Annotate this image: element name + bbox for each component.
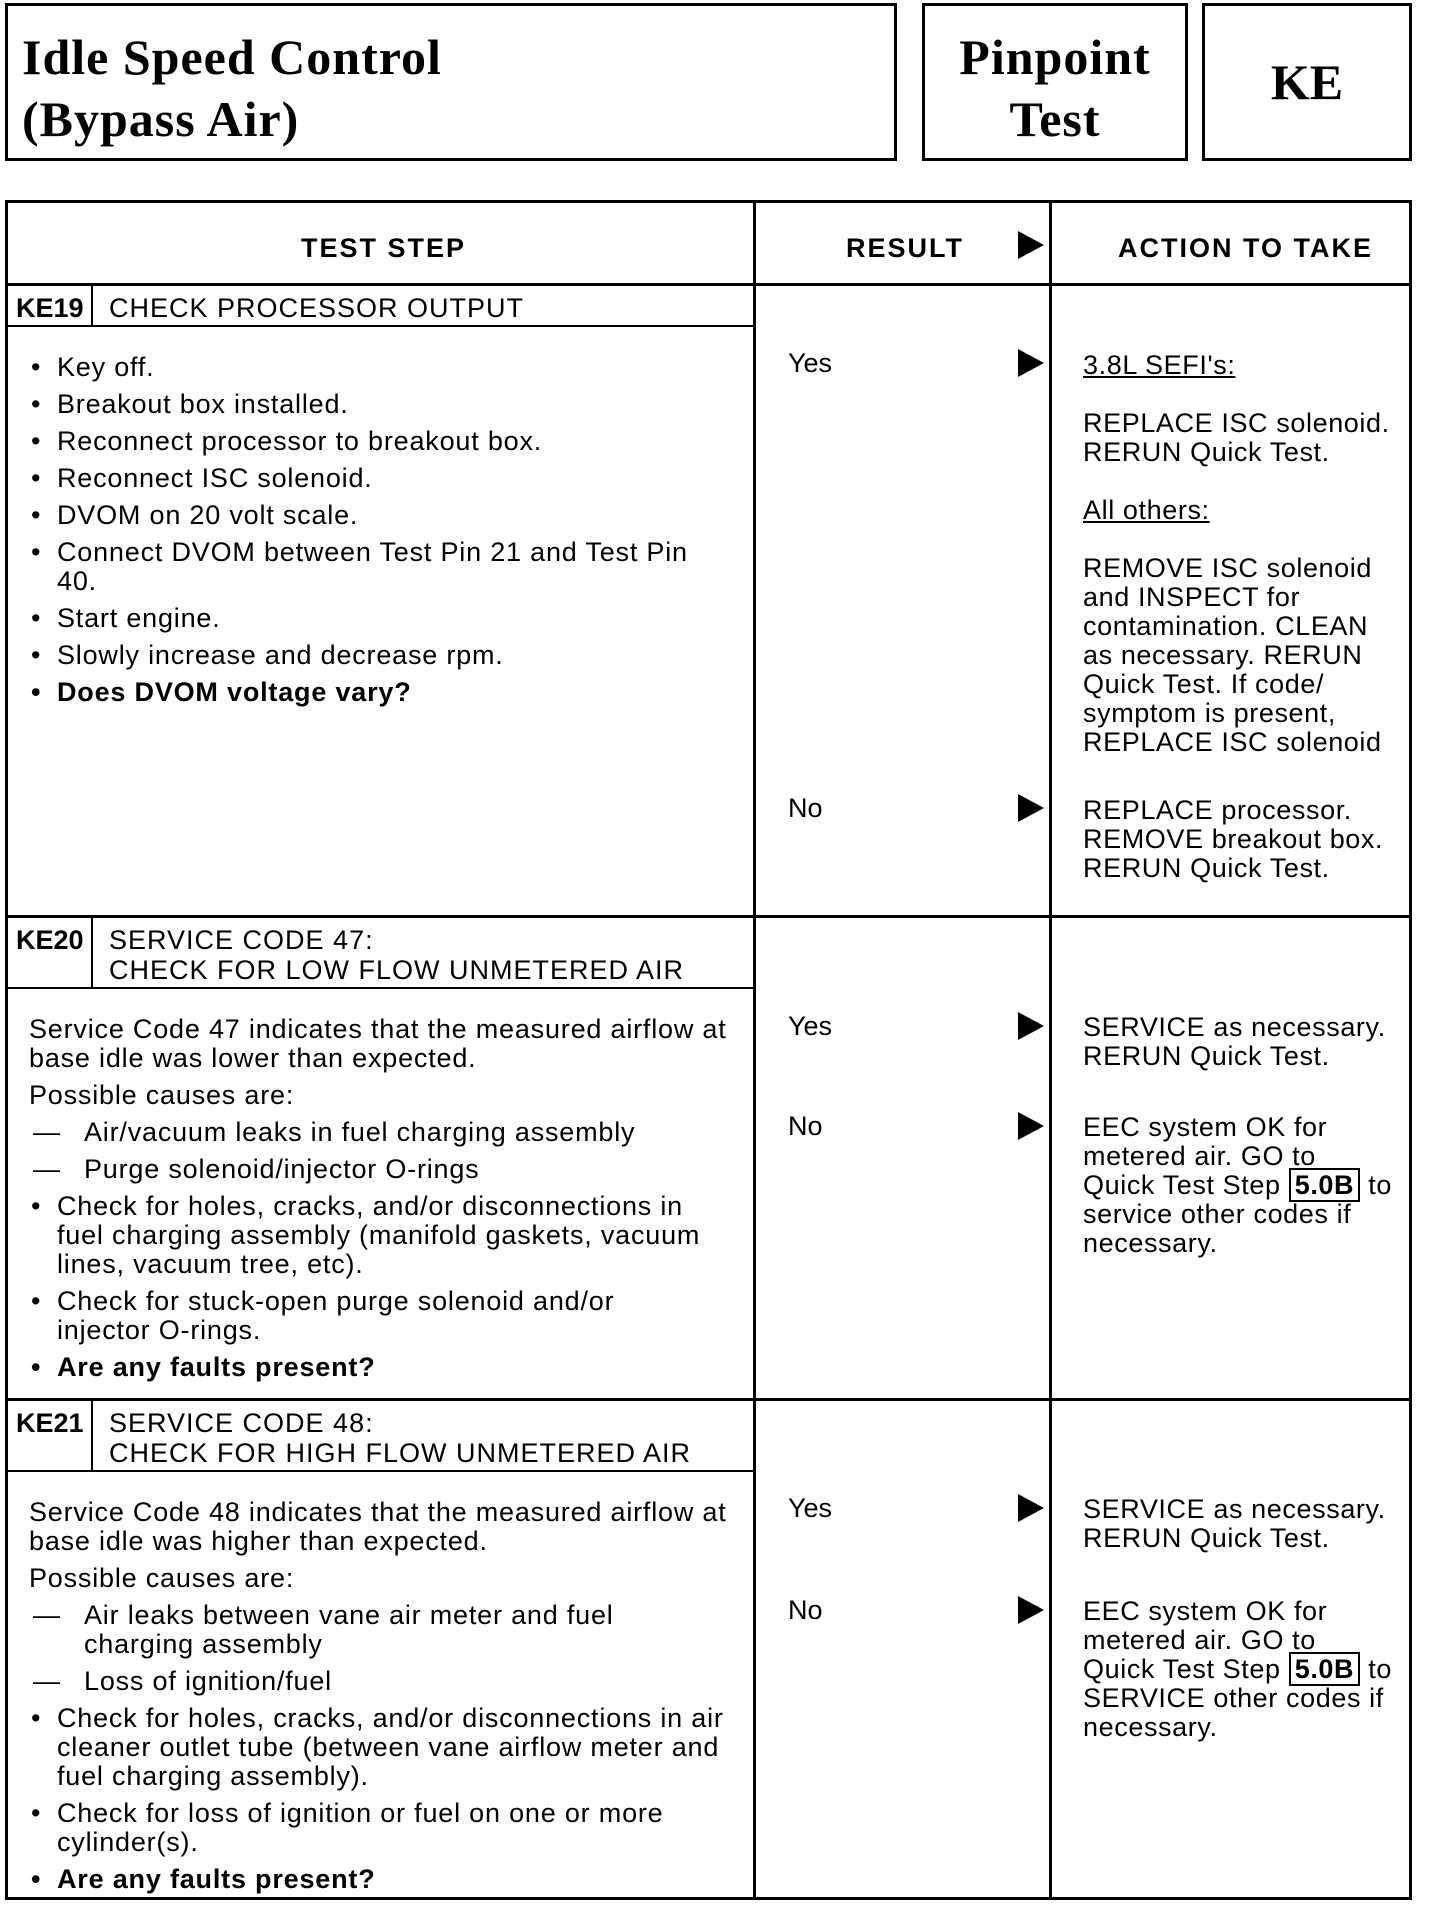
step-intro: Service Code 47 indicates that the measured airflow at base idle was lower than expected. — [29, 1014, 727, 1073]
step-id-ke20: KE20 — [16, 925, 84, 955]
result-yes: Yes — [788, 1493, 833, 1523]
step-question: • Are any faults present? — [29, 1865, 729, 1894]
action-heading-others: All others: — [1083, 495, 1210, 525]
ke21-yes-action: SERVICE as necessary. RERUN Quick Test. — [1083, 1494, 1386, 1553]
column-divider-1 — [753, 203, 756, 1897]
action-text: EEC system OK for metered air. GO to Quick Test Step — [1083, 1596, 1328, 1684]
ke20-body — [29, 1015, 729, 1390]
action-heading-sefi: 3.8L SEFI's: — [1083, 350, 1236, 380]
cause-item: — Purge solenoid/injector O-rings — [29, 1155, 729, 1184]
list-item: • Key off. — [29, 353, 729, 382]
page-title-line2: (Bypass Air) — [22, 91, 300, 147]
column-header-test-step: TEST STEP — [301, 233, 467, 263]
result-no: No — [788, 793, 823, 823]
step-title-ke19: CHECK PROCESSOR OUTPUT — [109, 293, 525, 323]
step-title-line: SERVICE CODE 48: — [109, 1408, 374, 1438]
arrow-icon — [1018, 794, 1044, 822]
step-id-divider — [91, 1401, 93, 1471]
test-code-box — [1202, 3, 1412, 161]
list-item: • Check for holes, cracks, and/or disconnections in air cleaner outlet tube (between vane airflow meter and fuel charging assembly). — [29, 1704, 729, 1791]
action-text: REMOVE ISC solenoid and INSPECT for contamination. CLEAN as necessary. RERUN Quick Test. If code/ symptom is present, REPLACE ISC solenoid — [1083, 553, 1382, 757]
ke19-steps — [29, 353, 729, 715]
step-reference: 5.0B — [1289, 1652, 1360, 1686]
action-text: to SERVICE other codes if necessary. — [1083, 1654, 1392, 1742]
action-text: REPLACE ISC solenoid. RERUN Quick Test. — [1083, 408, 1390, 467]
step-title-line: SERVICE CODE 47: — [109, 925, 374, 955]
step-reference: 5.0B — [1289, 1168, 1360, 1202]
step-title-ke20 — [109, 925, 684, 985]
arrow-icon — [1018, 349, 1044, 377]
step-id-ke21: KE21 — [16, 1408, 84, 1438]
step-title-underline — [8, 325, 753, 327]
column-header-action: ACTION TO TAKE — [1118, 233, 1373, 263]
ke19-no-action: REPLACE processor. REMOVE breakout box. RERUN Quick Test. — [1083, 795, 1384, 883]
causes-label: Possible causes are: — [29, 1563, 295, 1593]
cause-item: — Air leaks between vane air meter and fuel charging assembly — [29, 1601, 729, 1659]
step-id-divider — [91, 286, 93, 326]
step-id-divider — [91, 918, 93, 988]
step-title-underline — [8, 1470, 753, 1472]
action-text: to service other codes if necessary. — [1083, 1170, 1392, 1258]
list-item: • Breakout box installed. — [29, 390, 729, 419]
cause-item: — Air/vacuum leaks in fuel charging assembly — [29, 1118, 729, 1147]
list-item: • Check for stuck-open purge solenoid and/or injector O-rings. — [29, 1287, 729, 1345]
ke20-no-action — [1083, 1113, 1393, 1258]
action-text: EEC system OK for metered air. GO to Quick Test Step — [1083, 1112, 1328, 1200]
step-title-ke21 — [109, 1408, 691, 1468]
step-title-underline — [8, 987, 753, 989]
step-id-ke19: KE19 — [16, 293, 84, 323]
cause-item: — Loss of ignition/fuel — [29, 1667, 729, 1696]
ke21-body — [29, 1498, 729, 1902]
row-divider-2 — [8, 1398, 1409, 1401]
column-header-result: RESULT — [846, 233, 964, 263]
arrow-icon — [1018, 1494, 1044, 1522]
step-title-line: CHECK FOR LOW FLOW UNMETERED AIR — [109, 955, 685, 985]
causes-label: Possible causes are: — [29, 1080, 295, 1110]
list-item: • Slowly increase and decrease rpm. — [29, 641, 729, 670]
arrow-icon — [1018, 1596, 1044, 1624]
list-item: • Start engine. — [29, 604, 729, 633]
list-item: • Reconnect processor to breakout box. — [29, 427, 729, 456]
page-title-line1: Idle Speed Control — [22, 29, 442, 85]
column-divider-2 — [1049, 203, 1052, 1897]
result-no: No — [788, 1111, 823, 1141]
step-intro: Service Code 48 indicates that the measured airflow at base idle was higher than expected. — [29, 1497, 727, 1556]
arrow-icon — [1018, 231, 1044, 259]
test-code: KE — [1270, 54, 1344, 110]
title-box — [5, 3, 897, 161]
arrow-icon — [1018, 1012, 1044, 1040]
ke19-yes-action — [1083, 351, 1403, 757]
pinpoint-box — [922, 3, 1188, 161]
list-item: • Connect DVOM between Test Pin 21 and Test Pin 40. — [29, 538, 729, 596]
ke21-no-action — [1083, 1597, 1393, 1742]
ke20-yes-action: SERVICE as necessary. RERUN Quick Test. — [1083, 1012, 1386, 1071]
list-item: • DVOM on 20 volt scale. — [29, 501, 729, 530]
pinpoint-label-line1: Pinpoint — [959, 29, 1151, 85]
header-divider — [8, 283, 1409, 286]
pinpoint-label-line2: Test — [1009, 91, 1101, 147]
row-divider-1 — [8, 915, 1409, 918]
test-table — [5, 200, 1412, 1900]
result-yes: Yes — [788, 1011, 833, 1041]
result-no: No — [788, 1595, 823, 1625]
list-item: • Check for holes, cracks, and/or disconnections in fuel charging assembly (manifold gaskets, vacuum lines, vacuum tree, etc). — [29, 1192, 729, 1279]
step-question: • Does DVOM voltage vary? — [29, 678, 729, 707]
list-item: • Reconnect ISC solenoid. — [29, 464, 729, 493]
step-title-line: CHECK FOR HIGH FLOW UNMETERED AIR — [109, 1438, 692, 1468]
arrow-icon — [1018, 1112, 1044, 1140]
step-question: • Are any faults present? — [29, 1353, 729, 1382]
list-item: • Check for loss of ignition or fuel on one or more cylinder(s). — [29, 1799, 729, 1857]
result-yes: Yes — [788, 348, 833, 378]
